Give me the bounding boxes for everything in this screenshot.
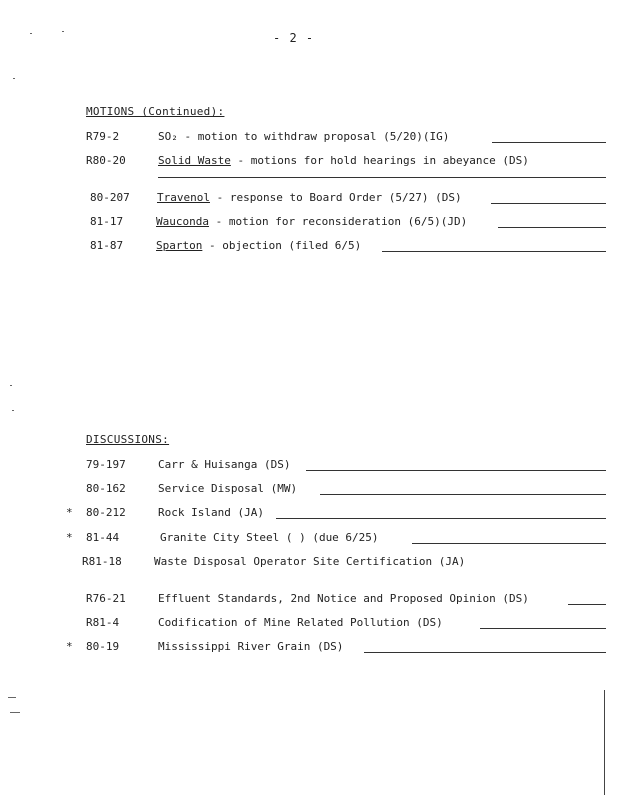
blank-line [412,543,606,544]
discussion-row [0,506,618,524]
motion-desc: - motions for hold hearings in abeyance (DS) [230,154,529,167]
motion-desc: - response to Board Order (5/27) (DS) [209,191,462,204]
motion-desc: SO₂ - motion to withdraw proposal (5/20)(IG) [158,130,450,143]
motion-row [0,154,618,172]
scan-edge-line [604,690,605,795]
discussion-desc: Carr & Huisanga (DS) [158,458,291,471]
blank-line [276,518,606,519]
discussion-code: 80-162 [86,482,126,495]
motion-code: R80-20 [86,154,126,167]
blank-line [498,227,606,228]
motion-desc-wrap [158,154,529,167]
scan-speck [8,697,16,698]
priority-star: * [66,640,73,653]
motion-subject: Travenol [157,191,210,204]
motions-heading: MOTIONS (Continued): [86,105,225,118]
priority-star: * [66,531,73,544]
motion-subject: Wauconda [156,215,209,228]
blank-line [568,604,606,605]
discussion-row [0,458,618,476]
blank-line [480,628,606,629]
discussion-code: R76-21 [86,592,126,605]
motion-desc-wrap [156,239,361,252]
scan-speck [62,31,64,32]
blank-line [491,203,606,204]
discussion-desc: Service Disposal (MW) [158,482,298,495]
discussion-desc: Mississippi River Grain (DS) [158,640,344,653]
discussion-desc: Waste Disposal Operator Site Certification (JA) [154,555,466,568]
blank-line [306,470,606,471]
scan-speck [10,385,12,386]
discussion-code: 80-19 [86,640,120,653]
discussion-desc: Codification of Mine Related Pollution (DS) [158,616,443,629]
page-number: - 2 - [273,31,315,45]
discussion-row [0,482,618,500]
motion-row [0,215,618,233]
motion-code: 81-17 [90,215,124,228]
motion-desc: - motion for reconsideration (6/5)(JD) [208,215,468,228]
motion-row [0,130,618,148]
priority-star: * [66,506,73,519]
blank-line [492,142,606,143]
scan-speck [30,33,32,34]
motion-code: 81-87 [90,239,124,252]
discussion-desc: Effluent Standards, 2nd Notice and Proposed Opinion (DS) [158,592,529,605]
motion-desc-wrap [156,215,467,228]
motion-subject: Solid Waste [158,154,231,167]
motion-desc-wrap [157,191,462,204]
discussion-desc: Granite City Steel ( ) (due 6/25) [160,531,379,544]
blank-line [158,177,606,178]
discussion-row [0,555,618,573]
motion-code: R79-2 [86,130,120,143]
scan-speck [12,410,14,411]
discussion-code: 79-197 [86,458,126,471]
scan-speck [13,78,15,79]
blank-line [320,494,606,495]
discussions-heading: DISCUSSIONS: [86,433,170,446]
discussion-row [0,592,618,610]
motion-row [0,239,618,257]
discussion-row [0,640,618,658]
discussion-row [0,616,618,634]
motion-row [0,191,618,209]
blank-line [382,251,606,252]
discussion-code: R81-18 [82,555,122,568]
discussion-row [0,531,618,549]
discussion-desc: Rock Island (JA) [158,506,264,519]
scan-speck [10,712,20,713]
blank-line [364,652,606,653]
motion-code: 80-207 [90,191,130,204]
motion-subject: Sparton [156,239,203,252]
discussion-code: 80-212 [86,506,126,519]
discussion-code: R81-4 [86,616,120,629]
motion-desc: - objection (filed 6/5) [202,239,362,252]
discussion-code: 81-44 [86,531,120,544]
